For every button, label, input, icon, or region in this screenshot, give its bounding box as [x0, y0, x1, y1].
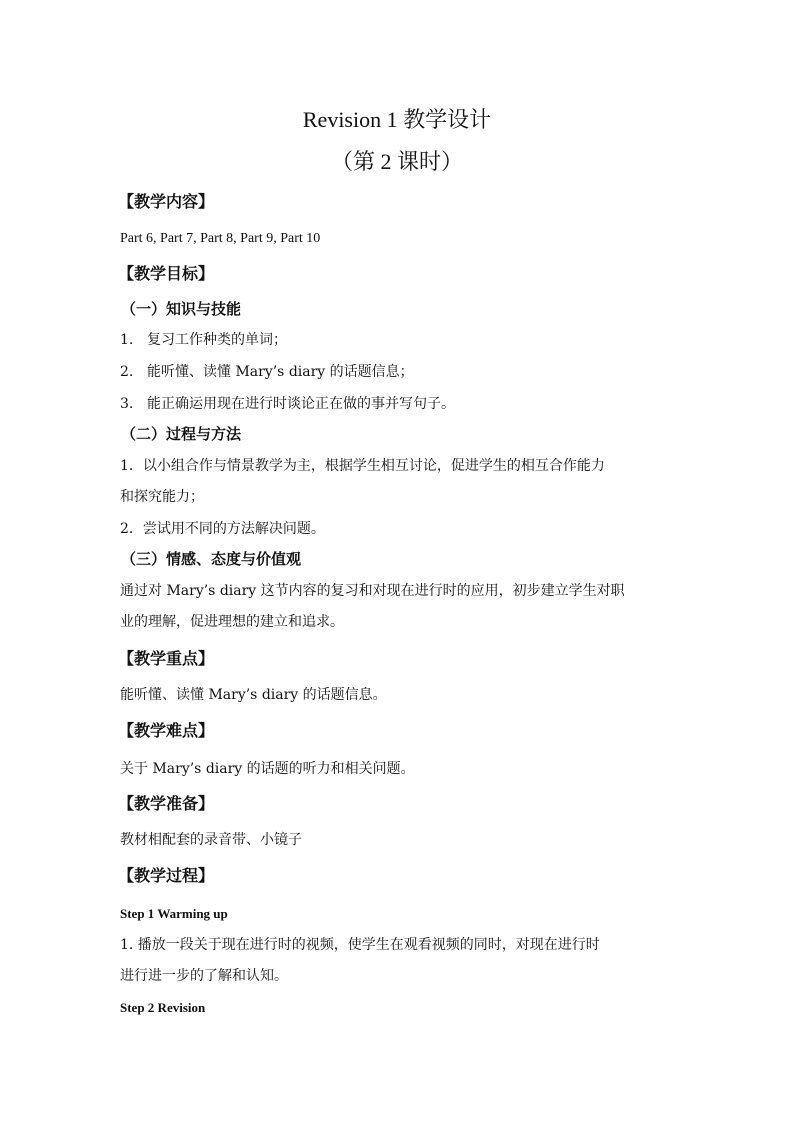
list-item	[120, 395, 680, 413]
preparation-text: 教材相配套的录音带、小镜子	[120, 832, 302, 848]
list-item-number: 2.	[120, 364, 134, 380]
list-item-text: 复习工作种类的单词；	[147, 332, 287, 348]
section-heading-procedure: 【教学过程】	[118, 866, 215, 885]
document-title: Revision 1 教学设计	[302, 107, 492, 132]
document-subtitle: （第 2 课时）	[330, 149, 463, 174]
list-item	[120, 331, 680, 349]
key-points-text: 能听懂、读懂 Mary’s diary 的话题信息。	[120, 687, 387, 703]
content-text: Part 6, Part 7, Part 8, Part 9, Part 10	[120, 231, 321, 246]
list-item	[120, 363, 680, 381]
paragraph-line: 2．尝试用不同的方法解决问题。	[120, 521, 325, 537]
subheading-knowledge: （一）知识与技能	[121, 300, 242, 318]
difficulties-text: 关于 Mary’s diary 的话题的听力和相关问题。	[120, 761, 415, 777]
paragraph-line: 进行进一步的了解和认知。	[120, 968, 288, 984]
list-item-text: 能听懂、读懂 Mary’s diary 的话题信息；	[147, 364, 414, 380]
step-2-title: Step 2 Revision	[120, 1000, 206, 1015]
section-heading-objectives: 【教学目标】	[118, 264, 215, 283]
section-heading-key-points: 【教学重点】	[118, 649, 215, 668]
section-heading-preparation: 【教学准备】	[118, 794, 215, 813]
list-item-number: 3.	[120, 396, 134, 412]
subheading-emotion: （三）情感、态度与价值观	[121, 550, 302, 568]
paragraph-line: 和探究能力；	[120, 489, 204, 505]
subheading-process: （二）过程与方法	[121, 425, 242, 443]
paragraph-line: 1．以小组合作与情景教学为主，根据学生相互讨论，促进学生的相互合作能力	[120, 458, 605, 474]
section-heading-difficulties: 【教学难点】	[118, 721, 215, 740]
section-heading-content: 【教学内容】	[118, 192, 215, 211]
list-item-number: 1.	[120, 332, 134, 348]
paragraph-line: 通过对 Mary’s diary 这节内容的复习和对现在进行时的应用，初步建立学生对职	[120, 583, 625, 599]
step-1-title: Step 1 Warming up	[120, 906, 228, 921]
paragraph-line: 1. 播放一段关于现在进行时的视频，使学生在观看视频的同时，对现在进行时	[120, 937, 600, 953]
list-item-text: 能正确运用现在进行时谈论正在做的事并写句子。	[147, 396, 455, 412]
paragraph-line: 业的理解，促进理想的建立和追求。	[120, 614, 344, 630]
